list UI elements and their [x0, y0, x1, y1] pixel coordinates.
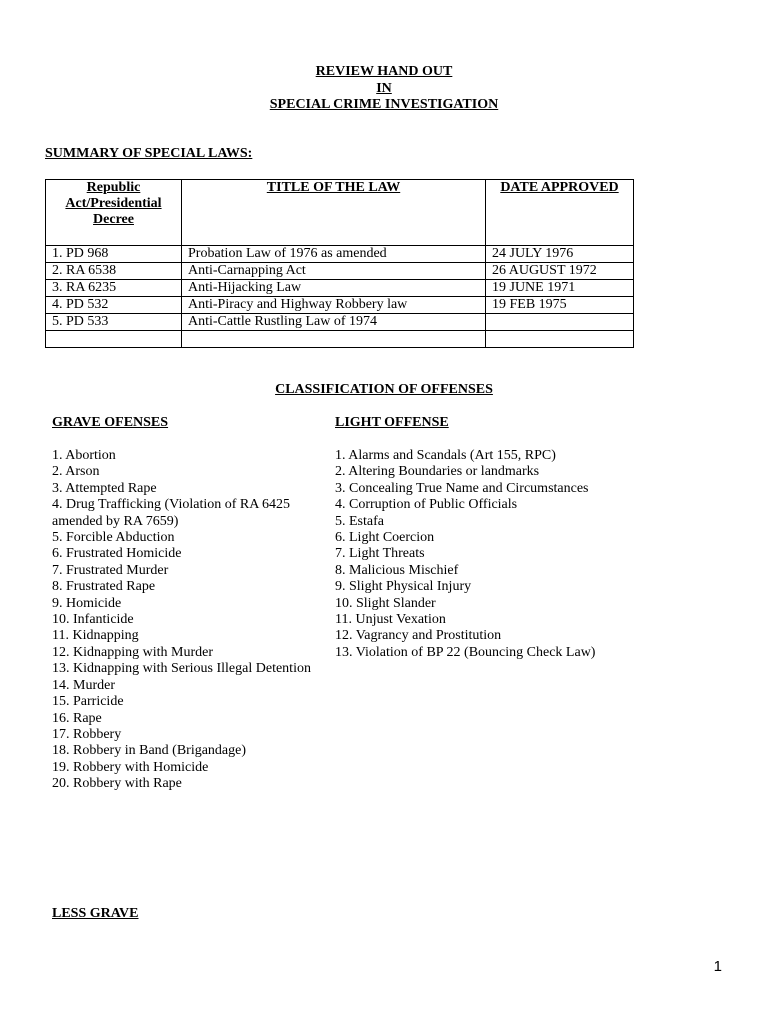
list-item: 2. Arson [52, 464, 100, 480]
cell-date: 24 JULY 1976 [486, 246, 634, 263]
table-row [46, 246, 634, 263]
list-item: 7. Light Threats [335, 546, 425, 562]
table-row [46, 280, 634, 297]
list-item: 7. Frustrated Murder [52, 562, 169, 578]
list-item: 2. Altering Boundaries or landmarks [335, 464, 540, 480]
document-title [0, 64, 768, 114]
list-item: 6. Frustrated Homicide [52, 546, 182, 562]
cell-title [182, 331, 486, 348]
list-item: 4. Corruption of Public Officials [335, 497, 518, 513]
list-item: 10. Slight Slander [335, 595, 436, 611]
list-item: 3. Concealing True Name and Circumstances [335, 480, 589, 496]
cell-title: Probation Law of 1976 as amended [182, 246, 486, 263]
list-item: 8. Malicious Mischief [335, 562, 459, 578]
page-number: 1 [713, 958, 722, 975]
list-item: 13. Violation of BP 22 (Bouncing Check Law) [335, 644, 596, 660]
list-item: 5. Estafa [335, 513, 384, 529]
light-offenses-column [335, 415, 755, 661]
list-item: 9. Slight Physical Injury [335, 579, 472, 595]
title-line-2: IN [376, 80, 392, 96]
cell-date: 26 AUGUST 1972 [486, 263, 634, 280]
list-item: 6. Light Coercion [335, 530, 435, 546]
table-row [46, 314, 634, 331]
list-item: 13. Kidnapping with Serious Illegal Detention [52, 661, 311, 677]
list-item: 11. Unjust Vexation [335, 612, 446, 628]
list-item: 4. Drug Trafficking (Violation of RA 6425 amended by RA 7659) [52, 497, 291, 529]
column-header-act: Republic Act/Presidential Decree [46, 180, 182, 246]
title-line-1: REVIEW HAND OUT [315, 64, 453, 79]
cell-title: Anti-Hijacking Law [182, 280, 486, 297]
table-body [46, 246, 634, 348]
column-header-title: TITLE OF THE LAW [182, 180, 486, 246]
light-offenses-heading: LIGHT OFFENSE [335, 415, 449, 430]
less-grave-heading: LESS GRAVE [52, 906, 139, 921]
cell-title: Anti-Cattle Rustling Law of 1974 [182, 314, 486, 331]
list-item: 8. Frustrated Rape [52, 579, 156, 595]
cell-date: 19 FEB 1975 [486, 297, 634, 314]
list-item: 18. Robbery in Band (Brigandage) [52, 743, 247, 759]
cell-act [46, 331, 182, 348]
cell-date [486, 314, 634, 331]
light-offenses-list [335, 448, 755, 661]
list-item: 17. Robbery [52, 726, 122, 742]
classification-heading: CLASSIFICATION OF OFFENSES [275, 382, 493, 397]
list-item: 19. Robbery with Homicide [52, 759, 209, 775]
list-item: 1. Abortion [52, 448, 116, 463]
cell-act: 3. RA 6235 [46, 280, 182, 297]
cell-act: 2. RA 6538 [46, 263, 182, 280]
cell-act: 4. PD 532 [46, 297, 182, 314]
list-item: 15. Parricide [52, 694, 124, 710]
cell-title: Anti-Piracy and Highway Robbery law [182, 297, 486, 314]
list-item: 11. Kidnapping [52, 628, 139, 644]
list-item: 5. Forcible Abduction [52, 530, 175, 546]
cell-act: 5. PD 533 [46, 314, 182, 331]
cell-title: Anti-Carnapping Act [182, 263, 486, 280]
cell-act: 1. PD 968 [46, 246, 182, 263]
list-item: 12. Vagrancy and Prostitution [335, 628, 502, 644]
list-item: 10. Infanticide [52, 612, 134, 628]
grave-offenses-list [52, 448, 322, 793]
title-line-3: SPECIAL CRIME INVESTIGATION [269, 97, 499, 112]
cell-date: 19 JUNE 1971 [486, 280, 634, 297]
grave-offenses-column [52, 415, 322, 793]
table-row [46, 331, 634, 348]
list-item: 3. Attempted Rape [52, 480, 157, 496]
table-row [46, 297, 634, 314]
list-item: 16. Rape [52, 710, 102, 726]
list-item: 1. Alarms and Scandals (Art 155, RPC) [335, 448, 556, 463]
column-header-date: DATE APPROVED [486, 180, 634, 246]
list-item: 20. Robbery with Rape [52, 776, 182, 792]
special-laws-table [45, 179, 634, 348]
table-row [46, 263, 634, 280]
list-item: 12. Kidnapping with Murder [52, 644, 213, 660]
list-item: 9. Homicide [52, 595, 122, 611]
grave-offenses-heading: GRAVE OFENSES [52, 415, 169, 430]
table-header-row [46, 180, 634, 246]
list-item: 14. Murder [52, 677, 115, 693]
summary-heading: SUMMARY OF SPECIAL LAWS: [45, 146, 253, 161]
cell-date [486, 331, 634, 348]
